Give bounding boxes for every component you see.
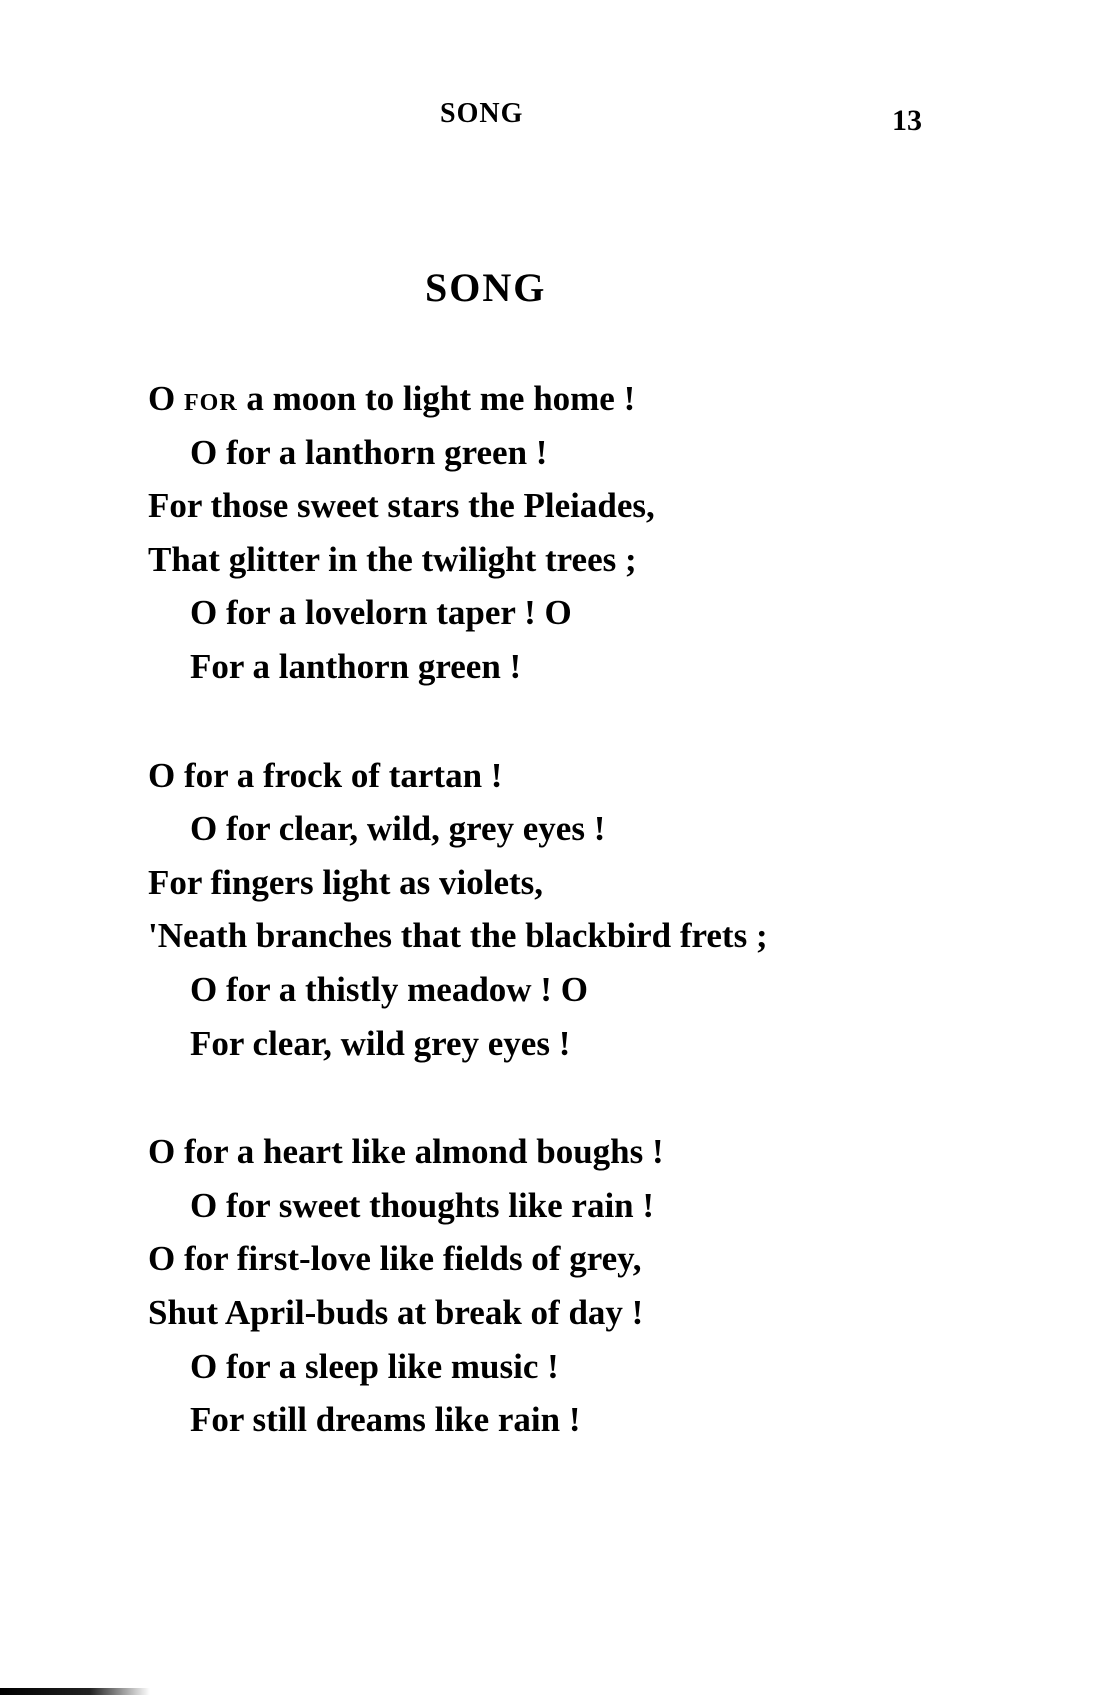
page-number: 13: [892, 104, 922, 137]
poem-line-2-4: 'Neath branches that the blackbird frets ;: [148, 916, 768, 956]
poem-line-2-3: For fingers light as violets,: [148, 862, 544, 902]
opening-capital: O: [148, 379, 184, 418]
opening-smallcaps: FOR: [183, 390, 238, 416]
poem-line-2-6: For clear, wild grey eyes !: [190, 1023, 571, 1063]
poem-line-2-2: O for clear, wild, grey eyes !: [190, 809, 606, 849]
poem-line-3-3: O for first-love like fields of grey,: [148, 1239, 642, 1279]
poem-line-1-4: That glitter in the twilight trees ;: [148, 539, 637, 579]
stanza-2: [148, 749, 1048, 1071]
poem-line-1-5: O for a lovelorn taper ! O: [190, 593, 572, 633]
stanza-1: [148, 372, 1048, 694]
opening-rest: a moon to light me home !: [237, 379, 636, 418]
poem-line-3-4: Shut April-buds at break of day !: [148, 1292, 644, 1332]
poem-body: [148, 372, 1048, 1502]
poem-title: SONG: [425, 265, 547, 310]
poem-line-1-3: For those sweet stars the Pleiades,: [148, 486, 655, 526]
poem-line-1-2: O for a lanthorn green !: [190, 432, 548, 472]
running-head: SONG: [440, 98, 524, 129]
poem-line-3-1: O for a heart like almond boughs !: [148, 1132, 664, 1172]
poem-line-3-6: For still dreams like rain !: [190, 1400, 581, 1440]
stanza-3: [148, 1125, 1048, 1447]
poem-line-2-5: O for a thistly meadow ! O: [190, 969, 588, 1009]
scan-edge-mark: [0, 1688, 150, 1695]
poem-line-3-5: O for a sleep like music !: [190, 1346, 559, 1386]
poem-line-3-2: O for sweet thoughts like rain !: [190, 1185, 655, 1225]
poem-line-1-6: For a lanthorn green !: [190, 646, 522, 686]
poem-line-2-1: O for a frock of tartan !: [148, 755, 503, 795]
poem-line-1-1: [148, 372, 1048, 426]
